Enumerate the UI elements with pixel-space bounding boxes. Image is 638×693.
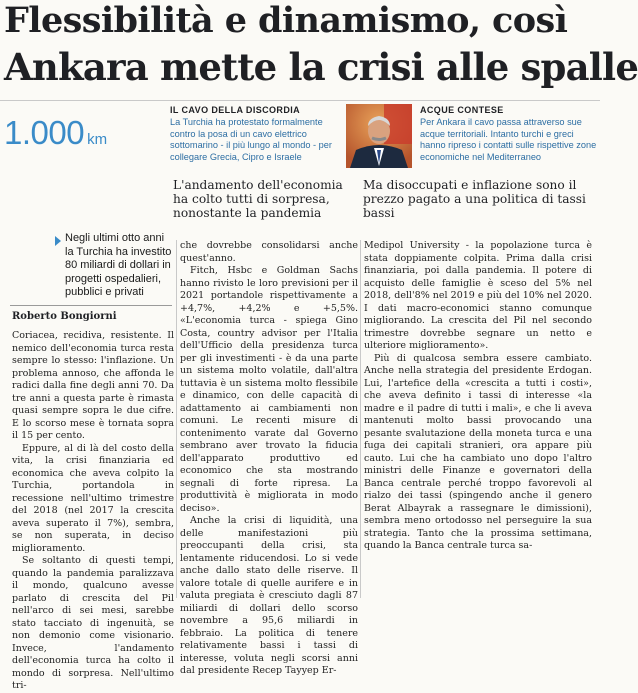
paragraph: Coriacea, recidiva, resistente. Il nemico dell'economia turca resta sempre lo stesso: l'inflazione. Un problema annoso, che affonda le radici dalla fine degli anni 70. Da tre anni a questa parte è rimasta quasi sempre sopra le due cifre. E lo scorso mese è tornata sopra il 15 per cento. [12, 330, 174, 441]
pull-quote-text: Negli ultimi otto anni la Turchia ha investito 80 miliardi di dollari in progetti ospedalieri, pubblici e privati [65, 232, 172, 298]
sidebox-waters-text: Per Ankara il cavo passa attraverso sue acque territoriali. Intanto turchi e greci hanno ripreso i contatti sulle rispettive zone economiche nel Mediterraneo [420, 117, 597, 163]
sidebox-cable-text: La Turchia ha protestato formalmente contro la posa di un cavo elettrico sottomarino - il più lungo al mondo - per collegare Grecia, Cipro e Israele [170, 117, 332, 163]
headline-rule [0, 100, 600, 101]
headline-line-2: Ankara mette la crisi alle spalle [4, 45, 638, 89]
article-column-2 [180, 240, 358, 678]
headline-line-1: Flessibilità e dinamismo, così [4, 0, 568, 41]
byline: Roberto Bongiorni [12, 311, 117, 322]
portrait-photo [346, 104, 412, 168]
stat-unit: km [87, 131, 108, 148]
paragraph: Se soltanto di questi tempi, quando la pandemia paralizzava il mondo, qualcuno avesse parlato di crescita del Pil nell'arco di sei mesi, sarebbe stato tacciato di ingenuità, se non demonio come visionario. Invece, l'andamento dell'economia turca ha colto il mondo di sorpresa. Nell'ultimo tri- [12, 555, 174, 691]
paragraph: Medipol University - la popolazione turca è stata doppiamente colpita. Prima dalla crisi finanziaria, poi dalla pandemia. Il potere di acquisto delle famiglie è sceso del 5% nel 2018, dell'8% nel 2019 e più del 10% nel 2020. I dati macro-economici stanno comunque migliorando. La crescita del Pil nel secondo trimestre dovrebbe segnare un netto e ulteriore miglioramento». [364, 240, 592, 351]
paragraph: Anche la crisi di liquidità, una delle manifestazioni più preoccupanti della crisi, sta lentamente riducendosi. Lo si vede anche dallo stato delle riserve. Il valore totale di quelle aurifere e in valuta pregiata è cresciuto dagli 87 miliardi di dollari dello scorso novembre a 95,6 miliardi in febbraio. La politica di tenere relativamente bassi i tassi di interesse, voluta negli scorsi anni dal presidente Recep Tayyep Er- [180, 515, 358, 676]
paragraph: che dovrebbe consolidarsi anche quest'anno. [180, 240, 358, 264]
article-column-3 [364, 240, 592, 553]
pull-quote [52, 232, 172, 300]
subheading-right: Ma disoccupati e inflazione sono il prezzo pagato a una politica di tassi bassi [363, 178, 586, 221]
subheading-left: L'andamento dell'economia ha colto tutti di sorpresa, nonostante la pandemia [173, 178, 343, 221]
portrait-illustration [346, 104, 412, 168]
article-column-1 [12, 330, 174, 693]
column-divider [360, 240, 361, 598]
stat-figure [4, 114, 107, 152]
byline-rule [10, 305, 172, 306]
sidebox-waters [420, 105, 600, 164]
paragraph: Fitch, Hsbc e Goldman Sachs hanno rivisto le loro previsioni per il 2021 portandole rispettivamente a +4,7%, +4,2% e +5,5%. «L'economia turca - spiega Gino Costa, country advisor per l'Italia dell'Ufficio della presidenza turca per gli investimenti - è da una parte un sistema molto volatile, dall'altra tuttavia è un sistema molto flessibile e dinamico, con delle capacità di adattamento ai cambiamenti non comuni. Le recenti misure di contenimento varate dal Governo sembrano aver trovato la fiducia dell'apparato produttivo ed economico che sta mostrando segnali di forte ripresa. La produttività è migliorata in modo deciso». [180, 265, 358, 514]
sidebox-cable-label: IL CAVO DELLA DISCORDIA [170, 105, 301, 115]
sidebox-cable [170, 105, 335, 164]
sidebox-waters-label: ACQUE CONTESE [420, 105, 504, 115]
paragraph: Eppure, al di là del costo della vita, la crisi finanziaria ed economica che aveva colpito la Turchia, portandola in recessione nell'ultimo trimestre del 2018 (nel 2017 la crescita aveva superato il 7%), sembra, se non superata, in deciso miglioramento. [12, 442, 174, 554]
stat-value: 1.000 [4, 114, 85, 151]
headline [4, 0, 638, 90]
paragraph: Più di qualcosa sembra essere cambiato. Anche nella strategia del presidente Erdogan. Lui, l'artefice della «crescita a tutti i costi», che aveva definito i tassi di interesse «la madre e il padre di tutti i mali», e che li aveva mantenuti molto bassi provocando una pesante svalutazione della moneta turca e una fuga dei capitali stranieri, ora appare più cauto. Lui che ha cambiato uno dopo l'altro ministri delle Finanze e governatori della Banca centrale perché troppo favorevoli al rialzo dei tassi (spingendo anche il genero Berat Albayrak a rassegnare le dimissioni), sembra meno ortodosso nel perseguire la sua strategia. Tanto che la prossima settimana, quando la Banca centrale turca sa- [364, 352, 592, 551]
column-divider [176, 240, 177, 598]
